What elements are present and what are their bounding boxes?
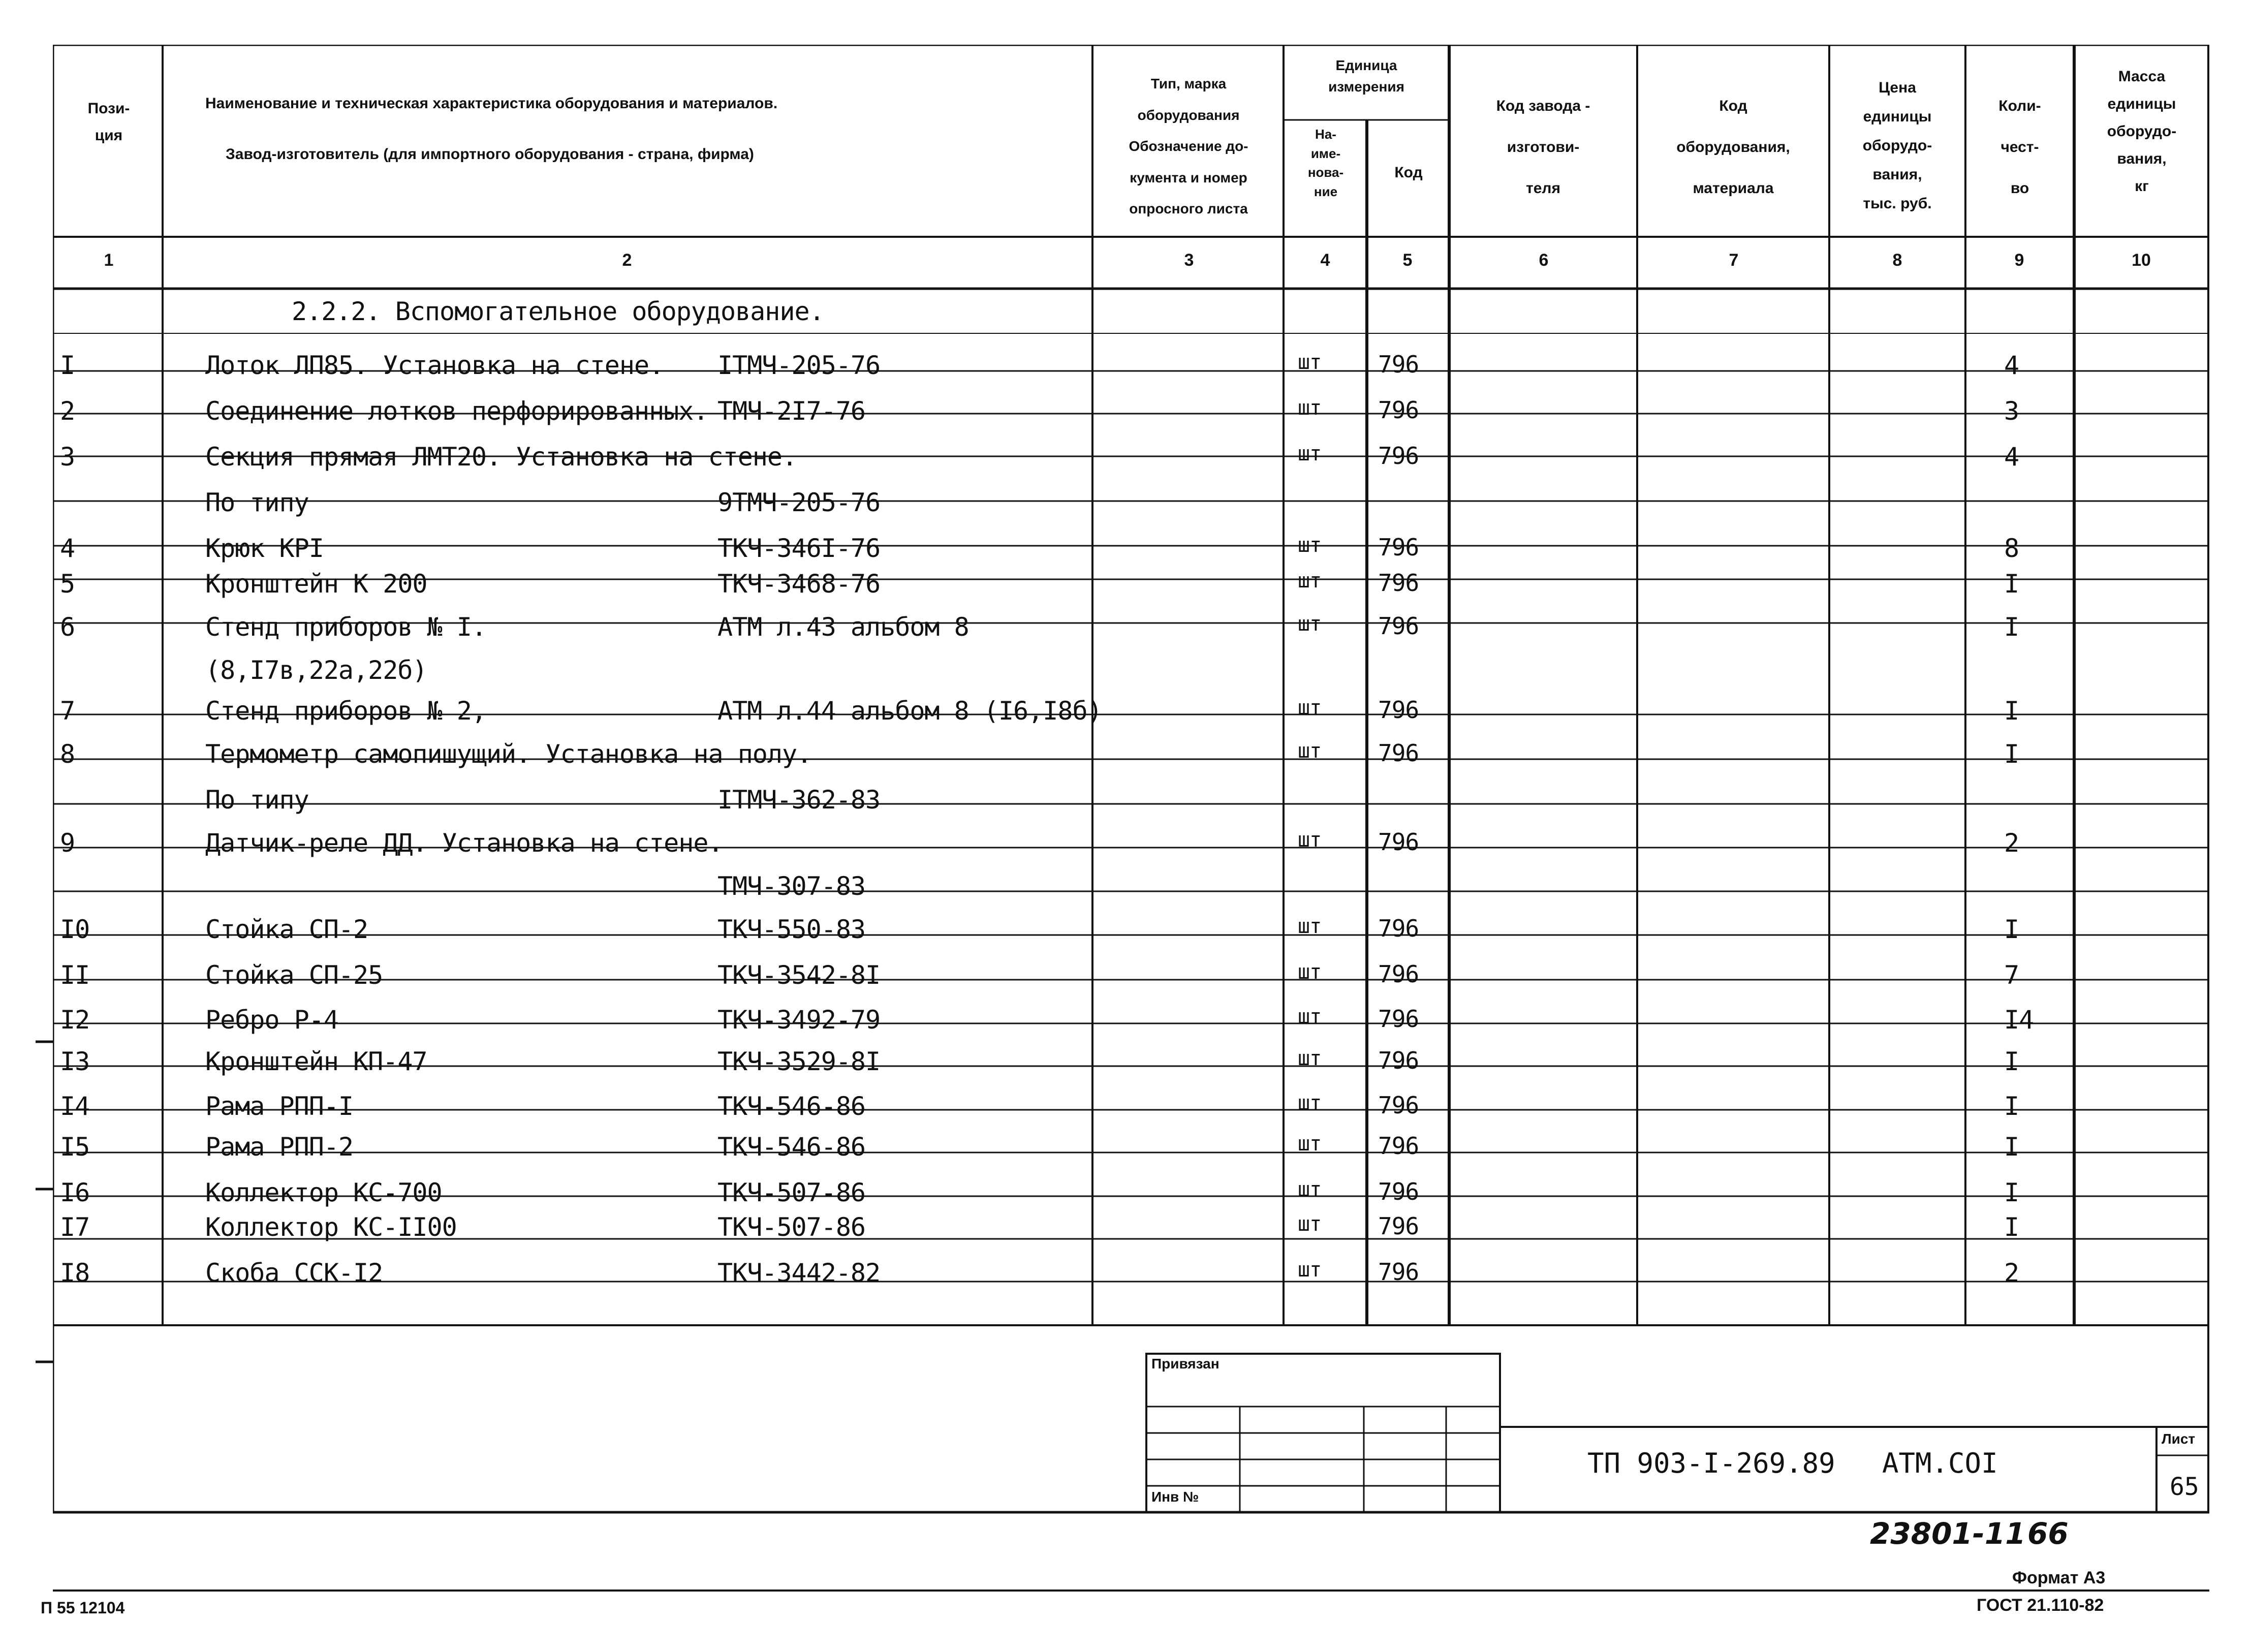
cell-position: 9	[60, 828, 75, 858]
cell-unit-code: 796	[1378, 351, 1419, 378]
cell-document: ТКЧ-546-86	[717, 1092, 866, 1121]
cell-position: II	[60, 960, 90, 990]
cell-unit: шт	[1298, 915, 1322, 938]
cell-unit: шт	[1298, 1212, 1322, 1236]
cell-unit: шт	[1298, 569, 1322, 593]
col-num-7: 7	[1729, 251, 1739, 270]
cell-position: 4	[60, 534, 75, 563]
header-quantity: Коли- чест- во	[1998, 98, 2041, 197]
cell-document: ТКЧ-546-86	[717, 1132, 866, 1162]
handwritten-page: 66	[2027, 1516, 2069, 1551]
stamp-sheet-label: Лист	[2162, 1431, 2196, 1447]
cell-name: Соединение лотков перфорированных.	[205, 396, 708, 426]
cell-position: I5	[60, 1132, 90, 1162]
cell-unit-code: 796	[1378, 442, 1419, 470]
cell-quantity: 2	[2004, 1258, 2019, 1288]
cell-position: I2	[60, 1005, 90, 1035]
cell-document: ITМЧ-205-76	[717, 351, 881, 380]
cell-unit: шт	[1298, 1005, 1322, 1028]
header-name-line1: Наименование и техническая характеристика оборудования и материалов.	[205, 95, 778, 112]
cell-name: Секция прямая ЛМТ20. Установка на стене.	[205, 442, 797, 472]
col-num-8: 8	[1892, 251, 1902, 270]
cell-position: 8	[60, 739, 75, 769]
header-unit-group: Единица измерения	[1328, 57, 1404, 95]
cell-document: АТМ л.43 альбом 8	[717, 612, 969, 642]
cell-name: Стенд приборов № I.	[205, 612, 486, 642]
cell-unit: шт	[1298, 612, 1322, 636]
cell-unit-code: 796	[1378, 569, 1419, 597]
cell-name: Коллектор КС-II00	[205, 1212, 457, 1242]
cell-unit-code: 796	[1378, 1005, 1419, 1033]
col-num-6: 6	[1539, 251, 1549, 270]
cell-unit: шт	[1298, 828, 1322, 852]
cell-document: 9ТМЧ-205-76	[717, 488, 881, 517]
form-code: П 55 12104	[41, 1599, 125, 1617]
col-num-10: 10	[2132, 251, 2151, 270]
cell-unit: шт	[1298, 534, 1322, 557]
cell-name: (8,I7в,22а,22б)	[205, 656, 427, 685]
cell-quantity: I	[2004, 1132, 2019, 1162]
cell-unit: шт	[1298, 351, 1322, 374]
col-num-3: 3	[1184, 251, 1194, 270]
col-num-1: 1	[104, 251, 114, 270]
cell-name: Ребро Р-4	[205, 1005, 338, 1035]
cell-unit: шт	[1298, 442, 1322, 465]
cell-position: I3	[60, 1047, 90, 1076]
header-position: Пози- ция	[87, 100, 130, 144]
cell-document: ТКЧ-550-83	[717, 915, 866, 944]
cell-name: Скоба ССК-I2	[205, 1258, 383, 1288]
cell-name: Датчик-реле ДД. Установка на стене.	[205, 828, 723, 858]
cell-document: ТКЧ-3492-79	[717, 1005, 881, 1035]
stamp-sheet-number: 65	[2170, 1473, 2199, 1501]
margin-ticks	[30, 1037, 56, 1392]
cell-quantity: I	[2004, 1212, 2019, 1242]
cell-quantity: I	[2004, 569, 2019, 599]
stamp-inv-label: Инв №	[1151, 1489, 1199, 1505]
cell-quantity: I	[2004, 1092, 2019, 1121]
cell-unit-code: 796	[1378, 1178, 1419, 1205]
cell-unit: шт	[1298, 1178, 1322, 1201]
cell-unit-code: 796	[1378, 1092, 1419, 1119]
col-num-4: 4	[1320, 251, 1330, 270]
cell-unit-code: 796	[1378, 396, 1419, 424]
cell-unit-code: 796	[1378, 915, 1419, 942]
cell-unit: шт	[1298, 1132, 1322, 1156]
cell-name: По типу	[205, 785, 309, 815]
cell-document: ITМЧ-362-83	[717, 785, 881, 815]
col-num-5: 5	[1402, 251, 1413, 270]
cell-unit-code: 796	[1378, 1047, 1419, 1074]
cell-quantity: 2	[2004, 828, 2019, 858]
stamp-doc-mark: АТМ.СОI	[1882, 1447, 1998, 1479]
cell-unit-code: 796	[1378, 696, 1419, 724]
cell-document: ТМЧ-2I7-76	[717, 396, 866, 426]
cell-document: ТМЧ-307-83	[717, 871, 866, 901]
cell-unit: шт	[1298, 1258, 1322, 1282]
cell-position: 3	[60, 442, 75, 472]
cell-unit-code: 796	[1378, 739, 1419, 767]
cell-unit-code: 796	[1378, 534, 1419, 561]
cell-name: Лоток ЛП85. Установка на стене.	[205, 351, 664, 380]
cell-position: I4	[60, 1092, 90, 1121]
header-unit-code: Код	[1394, 164, 1423, 181]
cell-quantity: 4	[2004, 442, 2019, 472]
cell-document: ТКЧ-507-86	[717, 1212, 866, 1242]
header-factory-code: Код завода - изготови- теля	[1496, 98, 1590, 197]
cell-name: Рама РПП-I	[205, 1092, 354, 1121]
cell-document: ТКЧ-3529-8I	[717, 1047, 881, 1076]
cell-document: ТКЧ-507-86	[717, 1178, 866, 1207]
cell-unit: шт	[1298, 696, 1322, 720]
cell-unit: шт	[1298, 1047, 1322, 1070]
cell-position: 2	[60, 396, 75, 426]
col-num-2: 2	[622, 251, 632, 270]
cell-name: Стенд приборов № 2,	[205, 696, 486, 726]
cell-quantity: I	[2004, 696, 2019, 726]
cell-quantity: 7	[2004, 960, 2019, 990]
cell-unit: шт	[1298, 960, 1322, 984]
gost-label: ГОСТ 21.110-82	[1977, 1596, 2104, 1615]
cell-name: Кронштейн КП-47	[205, 1047, 427, 1076]
cell-unit-code: 796	[1378, 960, 1419, 988]
specification-sheet	[53, 45, 2209, 1518]
header-name-line2: Завод-изготовитель (для импортного оборудования - страна, фирма)	[226, 146, 754, 163]
cell-unit-code: 796	[1378, 828, 1419, 856]
cell-quantity: 3	[2004, 396, 2019, 426]
cell-quantity: 4	[2004, 351, 2019, 380]
footer-rule	[53, 1588, 2209, 1594]
cell-unit-code: 796	[1378, 612, 1419, 640]
col-num-9: 9	[2014, 251, 2024, 270]
format-label: Формат А3	[2012, 1568, 2106, 1587]
cell-name: Коллектор КС-700	[205, 1178, 442, 1207]
cell-quantity: 8	[2004, 534, 2019, 563]
cell-name: По типу	[205, 488, 309, 517]
cell-unit-code: 796	[1378, 1258, 1419, 1286]
cell-position: 7	[60, 696, 75, 726]
stamp-attached-label: Привязан	[1151, 1356, 1220, 1372]
cell-quantity: I	[2004, 739, 2019, 769]
header-type: Тип, марка оборудования Обозначение до- кумента и номер опросного листа	[1129, 76, 1248, 217]
cell-quantity: I	[2004, 612, 2019, 642]
cell-position: I6	[60, 1178, 90, 1207]
stamp-doc-code: ТП 903-I-269.89	[1587, 1447, 1835, 1479]
cell-name: Стойка СП-25	[205, 960, 383, 990]
cell-position: 5	[60, 569, 75, 599]
header-equipment-code: Код оборудования, материала	[1676, 98, 1790, 197]
cell-document: ТКЧ-3542-8I	[717, 960, 881, 990]
cell-document: АТМ л.44 альбом 8 (I6,I8б)	[717, 696, 1102, 726]
header-price: Цена единицы оборудо- вания, тыс. руб.	[1862, 79, 1932, 212]
cell-unit-code: 796	[1378, 1212, 1419, 1240]
cell-position: I0	[60, 915, 90, 944]
cell-unit: шт	[1298, 739, 1322, 763]
cell-unit: шт	[1298, 1092, 1322, 1115]
cell-name: Стойка СП-2	[205, 915, 368, 944]
cell-document: ТКЧ-3442-82	[717, 1258, 881, 1288]
cell-quantity: I	[2004, 1178, 2019, 1207]
header-mass: Масса единицы оборудо- вания, кг	[2107, 68, 2177, 195]
cell-name: Термометр самопишущий. Установка на полу.	[205, 739, 812, 769]
cell-name: Рама РПП-2	[205, 1132, 354, 1162]
cell-document: ТКЧ-346I-76	[717, 534, 881, 563]
cell-quantity: I4	[2004, 1005, 2034, 1035]
cell-unit: шт	[1298, 396, 1322, 420]
cell-document: ТКЧ-3468-76	[717, 569, 881, 599]
handwritten-number: 23801-11	[1870, 1516, 2026, 1551]
cell-name: Кронштейн К 200	[205, 569, 427, 599]
cell-quantity: I	[2004, 915, 2019, 944]
header-unit-name: На- име- нова- ние	[1307, 127, 1344, 200]
cell-position: I	[60, 351, 75, 380]
cell-position: 6	[60, 612, 75, 642]
cell-quantity: I	[2004, 1047, 2019, 1076]
cell-position: I8	[60, 1258, 90, 1288]
cell-unit-code: 796	[1378, 1132, 1419, 1160]
cell-name: Крюк КРI	[205, 534, 324, 563]
section-title: 2.2.2. Вспомогательное оборудование.	[292, 297, 824, 326]
cell-position: I7	[60, 1212, 90, 1242]
